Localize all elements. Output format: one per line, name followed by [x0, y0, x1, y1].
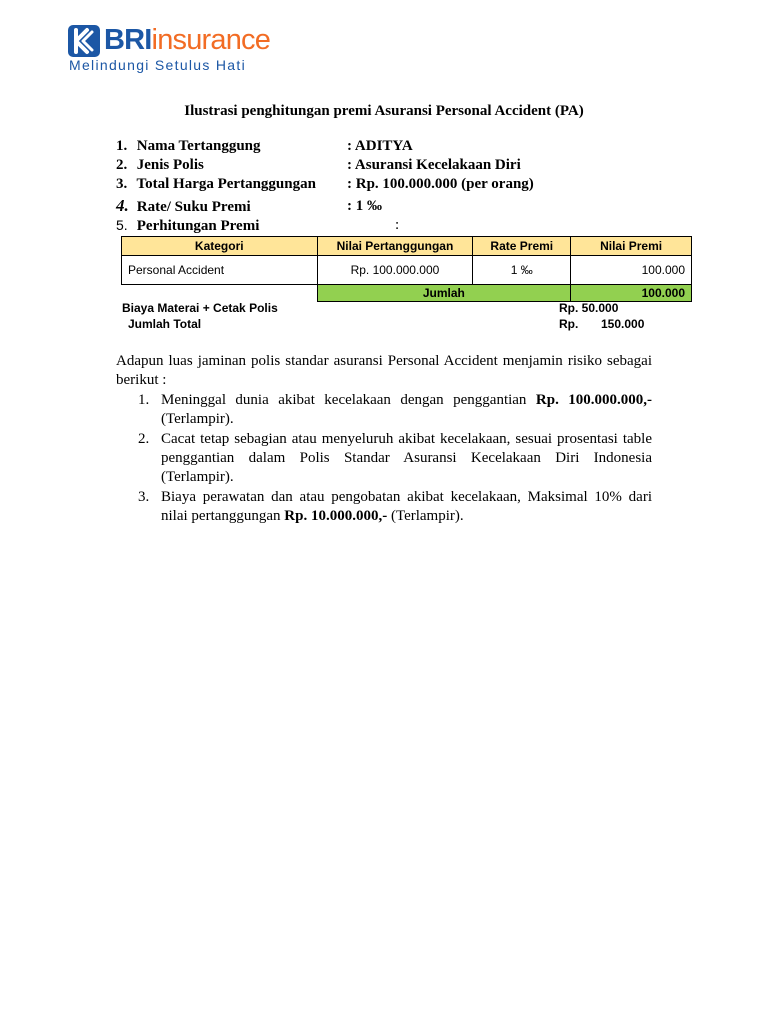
stamp-fee-label: Biaya Materai + Cetak Polis [122, 301, 278, 315]
list-item-text-after: (Terlampir). [387, 508, 464, 524]
logo-wordmark [104, 23, 270, 57]
table-sum-value: 100.000 [571, 285, 692, 302]
list-item [116, 488, 652, 526]
info-number: 1. [116, 138, 128, 154]
info-number: 3. [116, 176, 128, 192]
list-item-amount: Rp. 10.000.000,- [284, 508, 388, 524]
info-label: Total Harga Pertanggungan [136, 176, 316, 192]
info-row-insured [116, 138, 413, 155]
stamp-fee-value: Rp. 50.000 [559, 301, 619, 315]
info-value: : Rp. 100.000.000 (per orang) [347, 176, 534, 192]
list-item [116, 430, 652, 487]
table-header-row [122, 237, 692, 256]
list-item [116, 391, 652, 429]
column-header: Nilai Premi [571, 237, 692, 256]
info-label: Rate/ Suku Premi [136, 199, 251, 215]
list-item-text: Biaya perawatan dan atau pengobatan akibat kecelakaan, Maksimal 10% dari nilai pertanggungan [161, 489, 652, 524]
coverage-list [116, 391, 652, 526]
info-label: Nama Tertanggung [136, 138, 261, 154]
grand-total-label: Jumlah Total [128, 317, 202, 331]
table-sum-row [122, 285, 692, 302]
list-item-text-after: (Terlampir). [161, 411, 234, 427]
list-item-text: Meninggal dunia akibat kecelakaan dengan penggantian [161, 392, 536, 408]
info-value: : [395, 217, 400, 233]
info-label: Perhitungan Premi [136, 218, 260, 234]
info-value: : ADITYA [347, 138, 413, 154]
info-row-rate [116, 196, 382, 216]
bri-logo-icon [68, 25, 100, 57]
info-value: : 1 ‰ [347, 198, 382, 214]
column-header: Nilai Pertanggungan [317, 237, 473, 256]
info-number: 4. [116, 196, 129, 215]
list-item-text: Cacat tetap sebagian atau menyeluruh akibat kecelakaan, sesuai prosentasi table penggantian dalam Polis Standar Asuransi Kecelakaan Diri Indonesia (Terlampir). [161, 431, 652, 485]
grand-total-currency: Rp. [559, 317, 579, 331]
info-value: : Asuransi Kecelakaan Diri [347, 157, 521, 173]
list-item-number: 2. [138, 431, 150, 447]
logo-tagline: Melindungi Setulus Hati [69, 57, 246, 73]
logo-brand-light: insurance [151, 24, 271, 56]
table-cell-rate: 1 ‰ [473, 256, 571, 285]
list-item-amount: Rp. 100.000.000,- [535, 392, 653, 408]
table-sum-label: Jumlah [317, 285, 571, 302]
info-row-sum-insured [116, 176, 534, 193]
table-cell-sum-insured: Rp. 100.000.000 [317, 256, 473, 285]
list-item-number: 1. [138, 392, 150, 408]
premium-table [121, 236, 692, 302]
grand-total-value: 150.000 [601, 317, 645, 331]
logo-brand-bold: BRI [104, 24, 152, 56]
list-item-number: 3. [138, 489, 150, 505]
info-number: 5. [116, 217, 128, 233]
table-cell-premium: 100.000 [571, 256, 692, 285]
info-label: Jenis Polis [136, 157, 204, 173]
table-row [122, 256, 692, 285]
column-header: Rate Premi [473, 237, 571, 256]
table-sum-spacer [122, 285, 318, 302]
document-title: Ilustrasi penghitungan premi Asuransi Personal Accident (PA) [184, 103, 584, 119]
column-header: Kategori [122, 237, 318, 256]
coverage-intro: Adapun luas jaminan polis standar asuransi Personal Accident menjamin risiko sebagai berikut : [116, 353, 652, 388]
info-row-policy-type [116, 157, 521, 174]
info-row-premium-calc [116, 217, 400, 235]
table-cell-category: Personal Accident [122, 256, 318, 285]
info-number: 2. [116, 157, 128, 173]
